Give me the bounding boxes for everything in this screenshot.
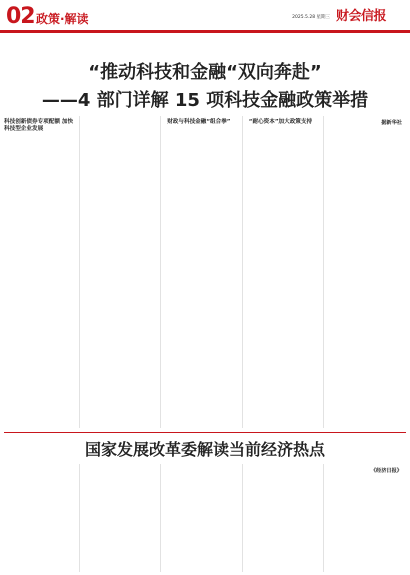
brand-logo: 财会信报 — [336, 9, 387, 24]
article-2-headline: 国家发展改革委解读当前经济热点 — [84, 440, 325, 459]
issue-date: 2025.5.28 星期三 — [292, 15, 330, 20]
article-1-column-1 — [4, 116, 80, 428]
article-2-column-4 — [249, 464, 325, 572]
masthead — [0, 0, 410, 36]
article-1-column-2 — [86, 116, 162, 428]
article-2-column-1 — [4, 464, 80, 572]
article-1-byline: 据新华社 — [381, 120, 402, 126]
article-1-column-4 — [249, 116, 325, 428]
article-2-byline: 《经济日报》 — [370, 468, 402, 474]
article-2-column-5 — [330, 464, 406, 572]
article-divider — [4, 432, 406, 433]
article-2-body — [4, 464, 406, 572]
article-1-column-5 — [330, 116, 406, 428]
article-1-headline-line1: “推动科技和金融“双向奔赴” — [88, 62, 322, 83]
article-2-column-2 — [86, 464, 162, 572]
article-1-headline-line2: ——4 部门详解 15 项科技金融政策举措 — [41, 90, 369, 111]
masthead-rule — [0, 30, 410, 33]
article-1-column-3 — [167, 116, 243, 428]
article-1-subhead-3: “耐心资本”加大政策支持 — [248, 119, 313, 125]
article-1-body — [4, 116, 406, 428]
page-number: 02 — [6, 4, 35, 29]
article-2-column-3 — [167, 464, 243, 572]
section-title: 政策·解读 — [36, 12, 89, 26]
article-1-subhead-2: 财政与科技金融“组合拳” — [167, 119, 231, 125]
article-1-subhead-1: 科技创新债券专项配额 加快科技型企业发展 — [4, 119, 74, 132]
